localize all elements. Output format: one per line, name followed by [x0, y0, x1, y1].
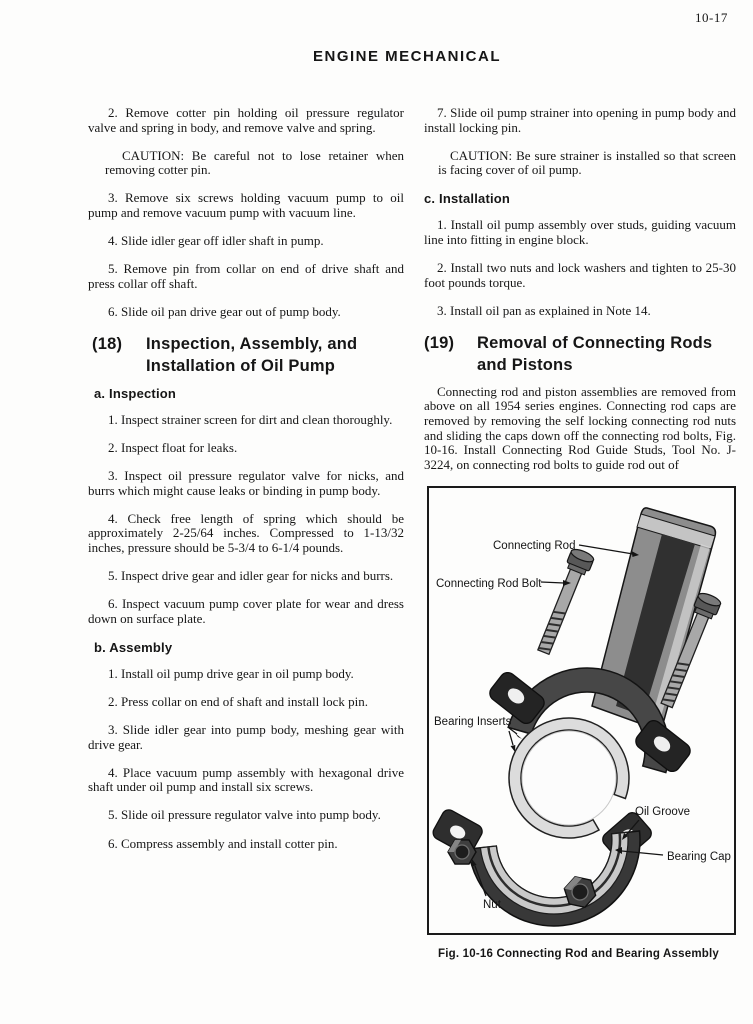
subsection-heading-installation: c. Installation [424, 191, 511, 207]
left-column [88, 106, 404, 865]
connecting-rod-illustration [429, 488, 734, 933]
list-item: 6. Compress assembly and install cotter pin. [108, 835, 338, 851]
section-heading-19 [424, 332, 736, 376]
paragraph-step-5: 5. Remove pin from collar on end of drive shaft and press collar off shaft. [88, 261, 404, 291]
section-number: (19) [424, 333, 455, 352]
list-item: 2. Press collar on end of shaft and install lock pin. [108, 693, 368, 709]
list-item: 5. Slide oil pressure regulator valve into pump body. [108, 807, 381, 823]
label-bearing-cap: Bearing Cap [667, 851, 731, 864]
section-heading-18 [88, 333, 404, 377]
page-title: ENGINE MECHANICAL [312, 48, 501, 65]
paragraph-step-2: 2. Remove cotter pin holding oil pressure regulator valve and spring in body, and remove valve and spring. [88, 105, 404, 135]
paragraph-step-7: 7. Slide oil pump strainer into opening in pump body and install locking pin. [424, 105, 736, 135]
figure-box [427, 486, 736, 935]
label-connecting-rod: Connecting Rod [493, 540, 576, 553]
list-item: 3. Slide idler gear into pump body, meshing gear with drive gear. [88, 722, 404, 752]
list-item: 3. Install oil pan as explained in Note 14. [437, 302, 651, 318]
subsection-heading-inspection: a. Inspection [94, 385, 177, 401]
list-item: 2. Inspect float for leaks. [108, 440, 238, 456]
label-bearing-inserts: Bearing Inserts [434, 716, 512, 729]
paragraph-intro-19: Connecting rod and piston assemblies are removed from above on all 1954 series engines. Connecting rod caps are removed by removing the self locking connecting rod nuts and sliding the caps down off the connecting rod bolts, Fig. 10-16. Install Connecting Rod Guide Studs, Tool No. J-3224, on connecting rod bolts to guide rod out of [424, 383, 736, 472]
nut-left [448, 840, 476, 864]
label-nut: Nut [483, 899, 501, 912]
list-item: 4. Check free length of spring which should be approximately 2-25/64 inches. Compressed to 1-13/32 inches, pressure should be 5-3/4 to 6-1/4 pounds. [88, 510, 404, 555]
section-heading-line: Inspection, Assembly, and [146, 334, 358, 353]
list-item: 3. Inspect oil pressure regulator valve for nicks, and burrs which might cause leaks or binding in pump body. [88, 468, 404, 498]
label-oil-groove: Oil Groove [635, 806, 690, 819]
section-heading-line: Removal of Connecting Rods [477, 333, 713, 352]
list-item: 1. Install oil pump assembly over studs, guiding vacuum line into fitting in engine block. [424, 217, 736, 247]
page-number: 10-17 [695, 10, 728, 25]
paragraph-step-4: 4. Slide idler gear off idler shaft in pump. [108, 233, 324, 249]
list-item: 4. Place vacuum pump assembly with hexagonal drive shaft under oil pump and install six screws. [88, 764, 404, 795]
list-item: 6. Inspect vacuum pump cover plate for wear and dress down on surface plate. [88, 596, 404, 626]
section-heading-line: and Pistons [477, 355, 573, 374]
caution-note-strainer: CAUTION: Be sure strainer is installed so that screen is facing cover of oil pump. [438, 147, 736, 178]
bolt-left [532, 547, 595, 657]
list-item: 2. Install two nuts and lock washers and tighten to 25-30 foot pounds torque. [424, 260, 736, 290]
subsection-heading-assembly: b. Assembly [94, 639, 173, 655]
paragraph-step-6: 6. Slide oil pan drive gear out of pump body. [108, 303, 341, 319]
right-column [424, 106, 736, 960]
figure-caption: Fig. 10-16 Connecting Rod and Bearing Assembly [438, 948, 719, 961]
section-heading-line: Installation of Oil Pump [146, 356, 336, 375]
list-item: 1. Inspect strainer screen for dirt and clean thoroughly. [108, 411, 393, 427]
paragraph-step-3: 3. Remove six screws holding vacuum pump to oil pump and remove vacuum pump with vacuum line. [88, 190, 404, 220]
bearing-insert-upper [509, 718, 629, 838]
list-item: 1. Install oil pump drive gear in oil pump body. [108, 665, 354, 681]
section-number: (18) [92, 334, 123, 353]
label-connecting-rod-bolt: Connecting Rod Bolt [436, 578, 542, 591]
caution-note-removal: CAUTION: Be careful not to lose retainer when removing cotter pin. [105, 147, 404, 178]
list-item: 5. Inspect drive gear and idler gear for nicks and burrs. [108, 568, 394, 584]
